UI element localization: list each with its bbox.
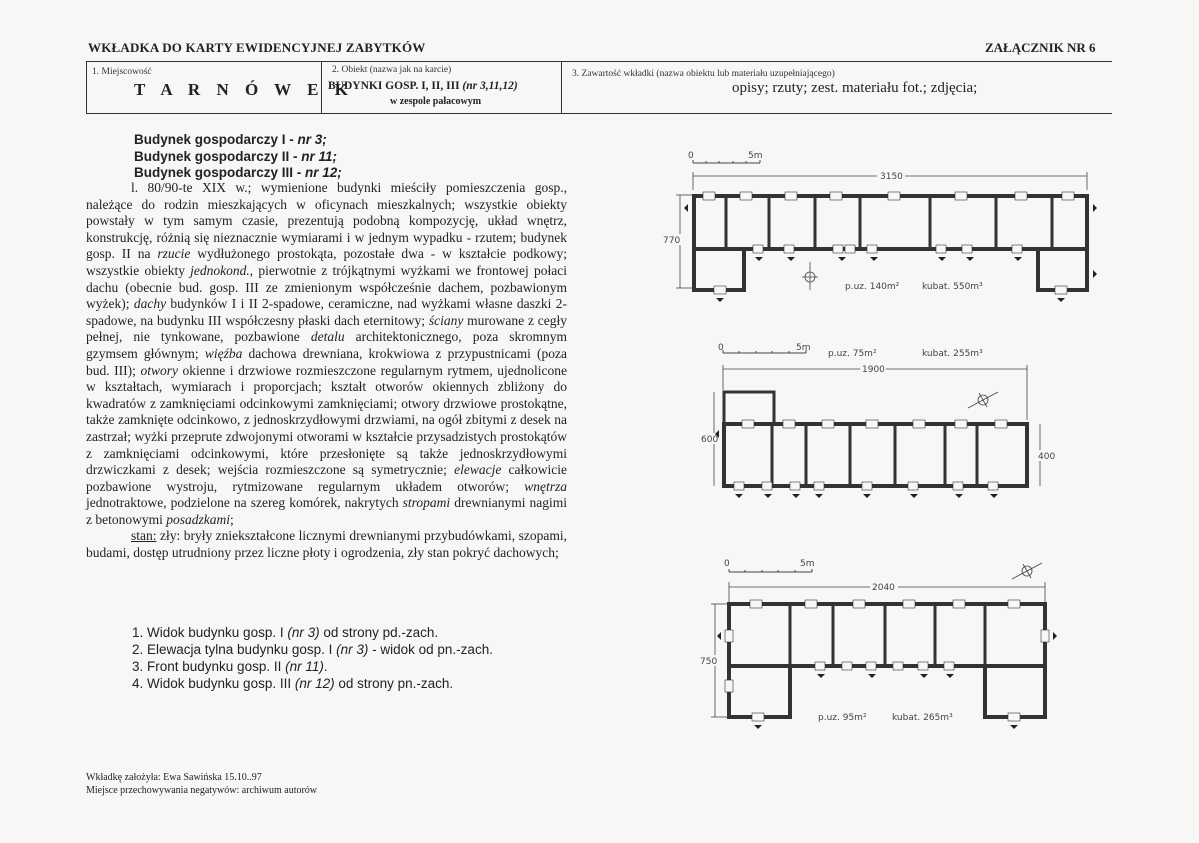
desc-part-11: drewnianymi nagimi z betonowymi: [86, 495, 567, 527]
desc-part-4: budynków I i II 2-spadowe, ceramiczne, nad wyżkami własne daszki 2-spadowe, na budynku III współczesny płaski dach eternitowy;: [86, 296, 567, 328]
plan-building-2: [700, 343, 1056, 498]
scale-bar-2: [718, 343, 811, 353]
plan-3-walls: [729, 604, 1045, 717]
building-2-nr: nr 11;: [301, 149, 338, 164]
photo-3-text: 3. Front budynku gosp. II: [132, 659, 286, 674]
negatives-location: Miejsce przechowywania negatywów: archiwum autorów: [86, 785, 318, 796]
plan-3-openings: [725, 600, 1049, 721]
plan-2-north-symbol: [968, 392, 998, 408]
plan-2-length: 1900: [862, 365, 885, 375]
plan-1-area: p.uz. 140m²: [845, 282, 900, 292]
place-value: T A R N Ó W E K: [134, 80, 354, 99]
scale-3-end: 5m: [800, 559, 815, 569]
scale-bar-3: [724, 559, 815, 572]
desc-part-1: l. 80/90-te XIX w.; wymienione budynki mieściły pomieszczenia gosp., należące do rodzin mieszkających w oficynach mieszkalnych; wszystkie obiekty powstały w tym samym czasie, prezentują podobną kompozycję, układ wnętrz, konstrukcję, różnią się nieznacznie wymiarami i w jednym wypadku - rzutem; budynek gosp. II na: [86, 180, 567, 262]
desc-term-wiezba: więźba: [204, 345, 243, 361]
plan-1-partitions: [726, 196, 1052, 249]
plan-2-area: p.uz. 75m²: [828, 349, 877, 359]
object-name-main: BUDYNKI GOSP. I, II, III: [328, 80, 460, 92]
scale-1-end: 5m: [748, 151, 763, 161]
desc-term-wnetrza: wnętrza: [524, 478, 567, 494]
contents-label: 3. Zawartość wkładki (nazwa obiektu lub materiału uzupełniającego): [572, 69, 835, 79]
plan-2-partitions: [772, 424, 977, 486]
desc-part-3: , pierwotnie z trójkątnymi wyżkami we frontowej połaci dachu (obecnie bud. gosp. III ze zmienionym współcześnie dachem, pozbawionym wyżek);: [86, 262, 567, 312]
desc-term-detalu: detalu: [310, 329, 345, 345]
desc-term-elewacje: elewacje: [454, 462, 502, 478]
scale-2-end: 5m: [796, 343, 811, 353]
dimension-2-width-left: [700, 392, 718, 486]
building-3-name: Budynek gospodarczy III -: [134, 165, 306, 180]
desc-term-otwory: otwory: [140, 362, 178, 378]
plan-2-width-left: 600: [701, 435, 719, 445]
photo-2-nr: (nr 3): [336, 642, 369, 657]
plan-3-entry-arrows: [717, 632, 1057, 729]
desc-term-posadzkami: posadzkami: [166, 511, 230, 527]
dimension-3-length: [729, 581, 1045, 605]
plan-3-width: 750: [700, 657, 718, 667]
photo-4-nr: (nr 12): [294, 676, 335, 691]
photo-2-rest: - widok od pn.-zach.: [368, 642, 493, 657]
scale-3-start: 0: [724, 559, 730, 569]
plan-building-1: [662, 151, 1097, 302]
plan-1-north-symbol: [802, 262, 818, 290]
photo-2-text: 2. Elewacja tylna budynku gosp. I: [132, 642, 337, 657]
desc-part-9: całkowicie pozbawione wystroju, rytmizowane regularnym układem otworów;: [86, 462, 567, 494]
desc-part-6: architektonicznego, poza skromnym gzymsem głównym;: [86, 329, 567, 361]
desc-part-12: ;: [230, 511, 234, 527]
plan-1-length: 3150: [880, 172, 903, 182]
plan-1-width: 770: [663, 236, 681, 246]
plan-3-volume: kubat. 265m³: [892, 713, 953, 723]
plan-3-area: p.uz. 95m²: [818, 713, 867, 723]
place-label: 1. Miejscowość: [92, 67, 152, 77]
plan-2-volume: kubat. 255m³: [922, 349, 983, 359]
prepared-by: Wkładkę założyła: Ewa Sawińska 15.10..97: [86, 772, 262, 783]
desc-term-jednokond: jednokond.: [190, 262, 250, 278]
plan-1-walls: [694, 196, 1087, 290]
plan-3-north-symbol: [1012, 563, 1042, 579]
plan-2-walls: [724, 392, 1027, 486]
building-1-name: Budynek gospodarczy I -: [134, 132, 298, 147]
scale-1-start: 0: [688, 151, 694, 161]
building-2-name: Budynek gospodarczy II -: [134, 149, 302, 164]
attachment-number: ZAŁĄCZNIK NR 6: [985, 40, 1096, 55]
plan-2-width-right: 400: [1038, 452, 1056, 462]
object-name-numbers: (nr 3,11,12): [462, 80, 518, 92]
condition-label: stan:: [131, 528, 157, 544]
contents-value: opisy; rzuty; zest. materiału fot.; zdjęcia;: [732, 80, 978, 96]
photo-1-text: 1. Widok budynku gosp. I: [132, 625, 288, 640]
object-subtitle: w zespole pałacowym: [390, 96, 482, 107]
plan-1-volume: kubat. 550m³: [922, 282, 983, 292]
plan-3-length: 2040: [872, 583, 895, 593]
photo-4-text: 4. Widok budynku gosp. III: [132, 676, 295, 691]
object-label: 2. Obiekt (nazwa jak na karcie): [332, 65, 452, 75]
building-1-nr: nr 3;: [297, 132, 327, 147]
desc-term-stropami: stropami: [402, 495, 451, 511]
dimension-2-width-right: [1036, 424, 1056, 486]
desc-part-8: okienne i drzwiowe rozmieszczone regularnym rytmem, ujednolicone w kształtach, wymiarach i proporcjach; kształt otworów okiennych zbliżony do kwadratów z zamknięciami odcinkowymi zamknięciami; otwory drzwiowe prostokątne, także zamknięte odcinkowo, z jednoskrzydłowymi drzwiami, na ogół zbitymi z desek na zastrzał; wyżki przeprute zdwojonymi otworami w kształcie przysadzistych prostokątów z zamknięciami odcinkowymi, które przesłonięte są także jednoskrzydłowymi drzwiczkami z desek; wejścia rozmieszczone są symetrycznie;: [86, 362, 567, 478]
desc-term-rzucie: rzucie: [157, 246, 191, 262]
desc-term-dachy: dachy: [133, 296, 167, 312]
plan-1-openings: [703, 192, 1074, 294]
dimension-3-width: [699, 604, 727, 717]
desc-part-2: wydłużonego prostokąta, pozostałe dwa - w kształcie podkowy; wszystkie obiekty: [86, 246, 567, 278]
condition-text: zły: bryły zniekształcone licznymi drewnianymi przybudówkami, szopami, budami, dostęp utrudniony przez liczne płoty i ogrodzenia, zły stan pokryć dachowych;: [86, 528, 567, 561]
dimension-1-length: [693, 170, 1087, 190]
desc-part-10: jednotraktowe, podzielone na szereg komórek, nakrytych: [86, 495, 403, 511]
plan-2-openings: [734, 420, 1007, 490]
photo-1-nr: (nr 3): [287, 625, 320, 640]
scale-2-start: 0: [718, 343, 724, 353]
building-3-nr: nr 12;: [305, 165, 342, 180]
plan-building-3: [699, 559, 1057, 729]
photo-4-rest: od strony pn.-zach.: [334, 676, 454, 691]
photo-3-nr: (nr 11): [285, 659, 324, 674]
scale-bar-1: [688, 151, 763, 163]
plan-3-partitions: [790, 604, 985, 666]
desc-term-sciany: ściany: [428, 312, 464, 328]
photo-3-rest: .: [323, 659, 328, 674]
desc-part-7: dachowa drewniana, krokwiowa z przypustnicami (poza bud. III);: [86, 345, 567, 378]
desc-part-5: murowane z cegły pełnej, nie tynkowane, pozbawione: [86, 312, 567, 345]
document-title: WKŁADKA DO KARTY EWIDENCYJNEJ ZABYTKÓW: [88, 40, 426, 55]
photo-1-rest: od strony pd.-zach.: [319, 625, 439, 640]
